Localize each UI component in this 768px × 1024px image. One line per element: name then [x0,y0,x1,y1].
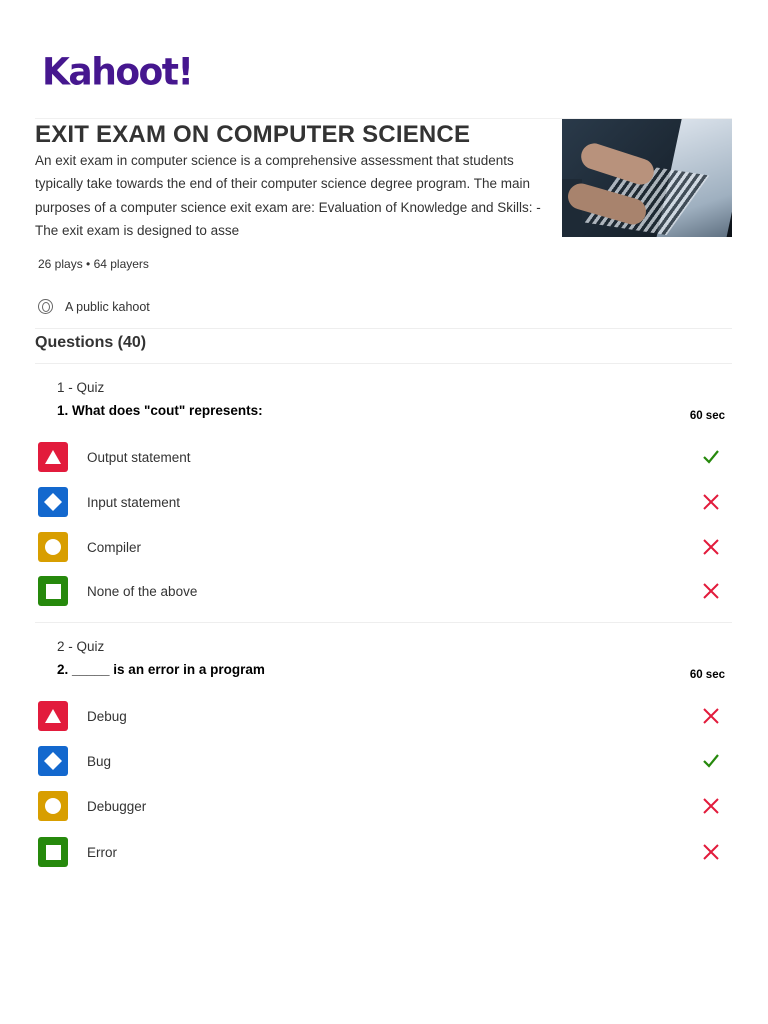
question-type-label: 2 - Quiz [57,639,105,654]
answer-text: Bug [87,753,112,769]
cross-icon [701,842,721,862]
divider [35,363,732,364]
answer-text: Error [87,844,117,860]
answer-row [38,442,732,472]
circle-icon [38,791,68,821]
play-stats: 26 plays • 64 players [38,257,149,271]
check-icon [701,447,721,467]
answer-text: Debug [87,708,127,724]
globe-icon [38,299,53,314]
square-icon [38,837,68,867]
square-icon [38,576,68,606]
question-time: 60 sec [689,410,725,422]
cross-icon [701,706,721,726]
visibility-label: A public kahoot [65,299,150,314]
cross-icon [701,796,721,816]
cross-icon [701,581,721,601]
answer-row [38,746,732,776]
kahoot-description: An exit exam in computer science is a comprehensive assessment that students typically take towards the end of their computer science degree program. The main purposes of a computer science exit exam are: Evaluation of Knowledge and Skills: - The exit exam is designed to asse [35,153,541,238]
answer-row [38,487,732,517]
answer-row [38,701,732,731]
diamond-icon [38,487,68,517]
answer-row [38,791,732,821]
question-text: 1. What does "cout" represents: [57,403,263,418]
answer-text: None of the above [87,583,198,599]
question-text: 2. _____ is an error in a program [57,662,265,677]
question-type-label: 1 - Quiz [57,380,105,395]
answer-row [38,837,732,867]
divider [35,622,732,623]
cross-icon [701,492,721,512]
circle-icon [38,532,68,562]
answer-text: Input statement [87,494,181,510]
answer-text: Output statement [87,449,191,465]
answer-text: Compiler [87,539,142,555]
divider [35,328,732,329]
kahoot-logo[interactable]: Kahoot! [42,50,193,95]
check-icon [701,751,721,771]
triangle-icon [38,701,68,731]
visibility-row [38,299,150,314]
cover-image [562,119,732,237]
answer-row [38,532,732,562]
answer-row [38,576,732,606]
kahoot-title: EXIT EXAM ON COMPUTER SCIENCE [35,121,471,148]
questions-heading: Questions (40) [35,334,147,351]
question-time: 60 sec [689,669,725,681]
diamond-icon [38,746,68,776]
answer-text: Debugger [87,798,147,814]
cross-icon [701,537,721,557]
triangle-icon [38,442,68,472]
